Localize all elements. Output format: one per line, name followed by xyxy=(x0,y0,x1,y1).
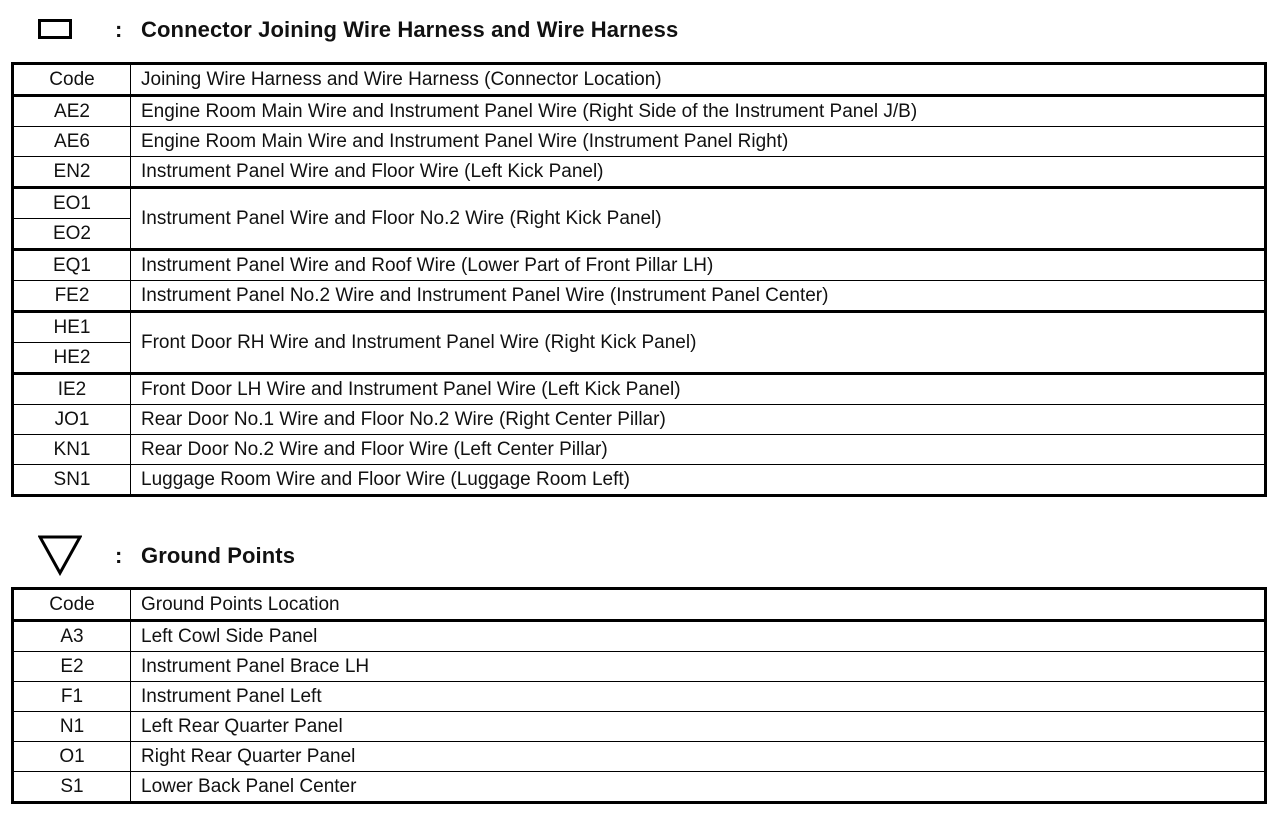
connector-code: JO1 xyxy=(13,405,131,435)
connector-code: AE6 xyxy=(13,127,131,157)
ground-section-title: Ground Points xyxy=(141,543,296,568)
table-row xyxy=(13,682,1266,712)
table-row xyxy=(13,96,1266,127)
table-row xyxy=(13,465,1266,496)
ground-location: Left Rear Quarter Panel xyxy=(131,712,1266,742)
connector-table-header xyxy=(13,64,1266,96)
connector-code: KN1 xyxy=(13,435,131,465)
connector-header-location: Joining Wire Harness and Wire Harness (Connector Location) xyxy=(131,64,1266,96)
connector-location: Front Door RH Wire and Instrument Panel Wire (Right Kick Panel) xyxy=(131,312,1266,374)
table-row xyxy=(13,435,1266,465)
down-triangle-outline-icon xyxy=(38,534,82,576)
ground-location: Instrument Panel Brace LH xyxy=(131,652,1266,682)
table-row xyxy=(13,405,1266,435)
table-row xyxy=(13,742,1266,772)
connector-location: Instrument Panel No.2 Wire and Instrument Panel Wire (Instrument Panel Center) xyxy=(131,281,1266,312)
table-row xyxy=(13,157,1266,188)
connector-location: Engine Room Main Wire and Instrument Panel Wire (Instrument Panel Right) xyxy=(131,127,1266,157)
connector-code: AE2 xyxy=(13,96,131,127)
connector-code: EO2 xyxy=(13,219,131,250)
table-row xyxy=(13,712,1266,742)
ground-location: Left Cowl Side Panel xyxy=(131,621,1266,652)
table-row xyxy=(13,250,1266,281)
ground-header-location: Ground Points Location xyxy=(131,589,1266,621)
connector-location: Engine Room Main Wire and Instrument Panel Wire (Right Side of the Instrument Panel J/B) xyxy=(131,96,1266,127)
table-row xyxy=(13,652,1266,682)
table-row xyxy=(13,188,1266,219)
connector-code: SN1 xyxy=(13,465,131,496)
ground-location: Right Rear Quarter Panel xyxy=(131,742,1266,772)
connector-code: FE2 xyxy=(13,281,131,312)
connector-table xyxy=(11,62,1267,497)
rectangle-outline-icon xyxy=(38,19,72,39)
ground-location: Lower Back Panel Center xyxy=(131,772,1266,803)
ground-heading-colon: : xyxy=(115,543,123,568)
connector-location: Instrument Panel Wire and Floor Wire (Left Kick Panel) xyxy=(131,157,1266,188)
ground-section-heading xyxy=(0,530,1280,570)
table-row xyxy=(13,281,1266,312)
connector-location: Rear Door No.2 Wire and Floor Wire (Left Center Pillar) xyxy=(131,435,1266,465)
table-row xyxy=(13,621,1266,652)
connector-section-title: Connector Joining Wire Harness and Wire Harness xyxy=(141,17,679,42)
ground-header-code: Code xyxy=(13,589,131,621)
connector-location: Instrument Panel Wire and Roof Wire (Lower Part of Front Pillar LH) xyxy=(131,250,1266,281)
connector-header-code: Code xyxy=(13,64,131,96)
connector-section-heading xyxy=(0,0,1280,40)
ground-code: E2 xyxy=(13,652,131,682)
connector-location: Rear Door No.1 Wire and Floor No.2 Wire (Right Center Pillar) xyxy=(131,405,1266,435)
connector-location: Front Door LH Wire and Instrument Panel Wire (Left Kick Panel) xyxy=(131,374,1266,405)
ground-code: O1 xyxy=(13,742,131,772)
table-row xyxy=(13,374,1266,405)
connector-heading-colon: : xyxy=(115,17,123,42)
connector-location: Luggage Room Wire and Floor Wire (Luggage Room Left) xyxy=(131,465,1266,496)
ground-table xyxy=(11,587,1267,804)
ground-location: Instrument Panel Left xyxy=(131,682,1266,712)
table-row xyxy=(13,312,1266,343)
connector-code: HE2 xyxy=(13,343,131,374)
ground-table-header xyxy=(13,589,1266,621)
connector-location: Instrument Panel Wire and Floor No.2 Wire (Right Kick Panel) xyxy=(131,188,1266,250)
connector-code: EO1 xyxy=(13,188,131,219)
table-row xyxy=(13,772,1266,803)
ground-code: A3 xyxy=(13,621,131,652)
ground-code: S1 xyxy=(13,772,131,803)
ground-code: N1 xyxy=(13,712,131,742)
ground-code: F1 xyxy=(13,682,131,712)
connector-code: HE1 xyxy=(13,312,131,343)
connector-code: IE2 xyxy=(13,374,131,405)
table-row xyxy=(13,127,1266,157)
connector-code: EN2 xyxy=(13,157,131,188)
connector-code: EQ1 xyxy=(13,250,131,281)
